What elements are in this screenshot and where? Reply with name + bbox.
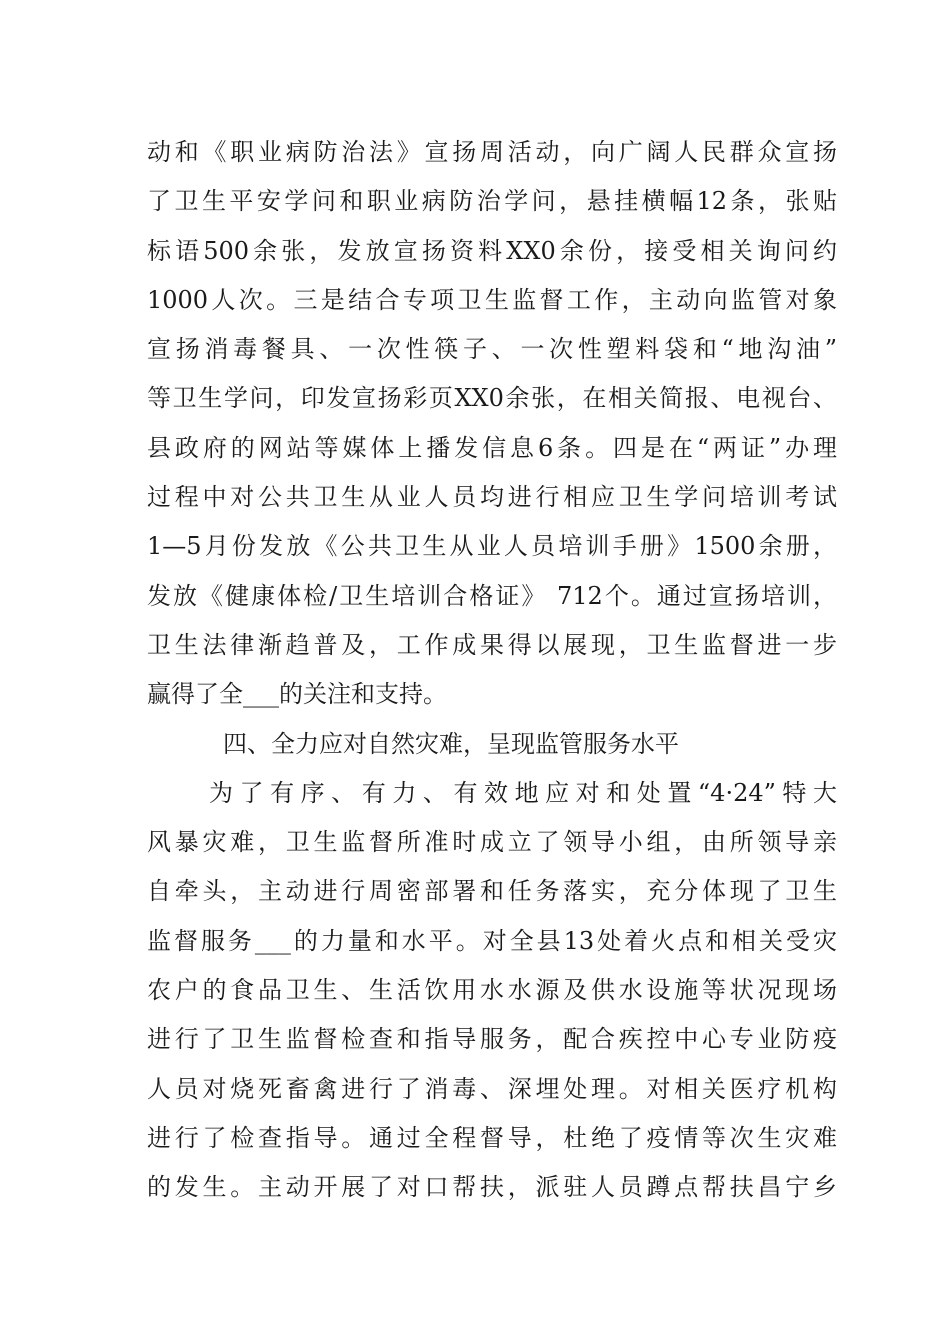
text-line: 过程中对公共卫生从业人员均进行相应卫生学问培训考试 xyxy=(147,483,837,512)
text-line: 了卫生平安学问和职业病防治学问，悬挂横幅12条，张贴 xyxy=(147,187,837,216)
text-line: 进行了检查指导。通过全程督导，杜绝了疫情等次生灾难 xyxy=(147,1123,837,1152)
text-line: 宣扬消毒餐具、一次性筷子、一次性塑料袋和“地沟油” xyxy=(147,335,837,364)
text-line: 卫生法律渐趋普及，工作成果得以展现，卫生监督进一步 xyxy=(147,630,837,659)
section-heading: 四、全力应对自然灾难，呈现监管服务水平 xyxy=(223,729,679,758)
text-line: 动和《职业病防治法》宣扬周活动，向广阔人民群众宣扬 xyxy=(147,138,837,166)
text-line: 1—5月份发放《公共卫生从业人员培训手册》1500余册， xyxy=(147,532,837,561)
text-line: 1000人次。三是结合专项卫生监督工作，主动向监管对象 xyxy=(147,285,837,314)
text-line: 标语500余张，发放宣扬资料XX0余份，接受相关询问约 xyxy=(147,236,837,265)
text-line: 发放《健康体检/卫生培训合格证》 712个。通过宣扬培训， xyxy=(147,581,837,610)
text-line: 县政府的网站等媒体上播发信息6条。四是在“两证”办理 xyxy=(147,433,837,462)
text-line: 人员对烧死畜禽进行了消毒、深埋处理。对相关医疗机构 xyxy=(147,1074,837,1103)
text-line: 风暴灾难，卫生监督所准时成立了领导小组，由所领导亲 xyxy=(147,828,837,857)
text-line: 为了有序、有力、有效地应对和处置“4·24”特大 xyxy=(209,778,837,807)
text-line: 农户的食品卫生、生活饮用水水源及供水设施等状况现场 xyxy=(147,976,837,1005)
text-line: 监督服务___的力量和水平。对全县13处着火点和相关受灾 xyxy=(147,926,837,955)
text-line: 进行了卫生监督检查和指导服务，配合疾控中心专业防疫 xyxy=(147,1025,837,1054)
text-line: 自牵头，主动进行周密部署和任务落实，充分体现了卫生 xyxy=(147,877,837,906)
text-line: 等卫生学问，印发宣扬彩页XX0余张，在相关简报、电视台、 xyxy=(147,384,837,413)
text-line: 赢得了全___的关注和支持。 xyxy=(147,680,447,709)
text-line: 的发生。主动开展了对口帮扶，派驻人员蹲点帮扶昌宁乡 xyxy=(147,1173,837,1202)
document-body xyxy=(147,128,837,1213)
